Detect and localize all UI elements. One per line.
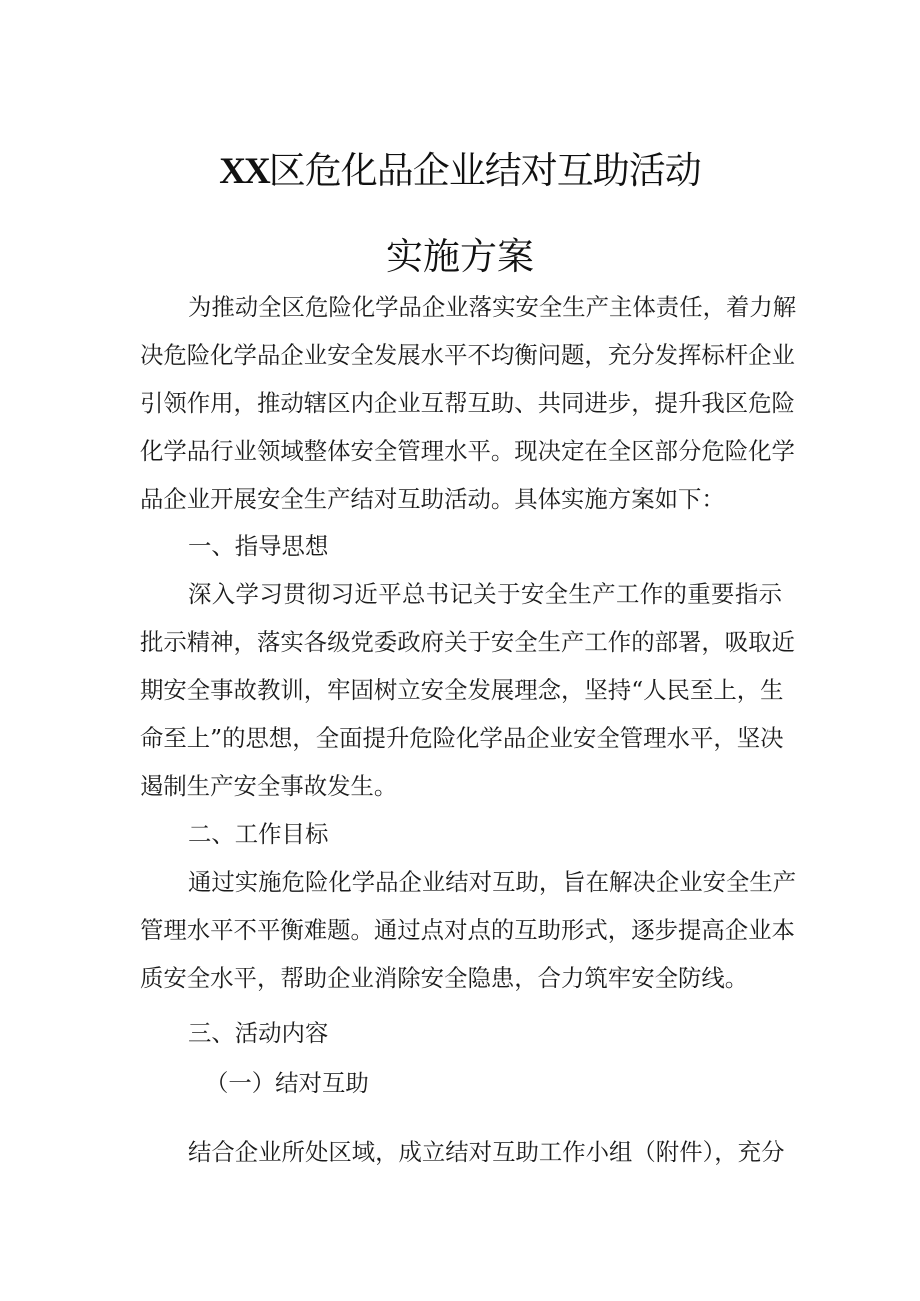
subsection-heading-pairing-assistance: （一）结对互助 <box>205 1069 369 1097</box>
paragraph-intro-line-2: 决危险化学品企业安全发展水平不均衡问题，充分发挥标杆企业 <box>140 341 795 369</box>
paragraph-ideology-line-5: 遏制生产安全事故发生。 <box>140 772 398 800</box>
title-xx-placeholder: XX <box>219 151 269 192</box>
document-title-line-2: 实施方案 <box>386 235 534 278</box>
section-heading-work-goals: 二、工作目标 <box>188 820 329 848</box>
paragraph-pairing-line-1: 结合企业所处区域，成立结对互助工作小组（附件），充分 <box>188 1138 785 1166</box>
section-heading-activity-content: 三、活动内容 <box>188 1019 329 1047</box>
paragraph-intro-line-1: 为推动全区危险化学品企业落实安全生产主体责任，着力解 <box>188 293 797 321</box>
paragraph-ideology-line-2: 批示精神，落实各级党委政府关于安全生产工作的部署，吸取近 <box>140 628 795 656</box>
paragraph-intro-line-3: 引领作用，推动辖区内企业互帮互助、共同进步，提升我区危险 <box>140 389 795 417</box>
document-title-line-1 <box>0 140 920 194</box>
paragraph-goals-line-2: 管理水平不平衡难题。通过点对点的互助形式，逐步提高企业本 <box>140 916 795 944</box>
paragraph-intro-line-5: 品企业开展安全生产结对互助活动。具体实施方案如下： <box>140 485 725 513</box>
title-main-text: 区危化品企业结对互助活动 <box>268 149 701 192</box>
paragraph-ideology-line-3: 期安全事故教训，牢固树立安全发展理念，坚持“人民至上，生 <box>140 676 784 704</box>
paragraph-ideology-line-1: 深入学习贯彻习近平总书记关于安全生产工作的重要指示 <box>188 580 782 608</box>
paragraph-ideology-line-4: 命至上”的思想，全面提升危险化学品企业安全管理水平，坚决 <box>140 724 784 752</box>
paragraph-intro-line-4: 化学品行业领域整体安全管理水平。现决定在全区部分危险化学 <box>140 437 795 465</box>
section-heading-guiding-ideology: 一、指导思想 <box>188 532 329 560</box>
paragraph-goals-line-1: 通过实施危险化学品企业结对互助，旨在解决企业安全生产 <box>188 868 797 896</box>
paragraph-goals-line-3: 质安全水平，帮助企业消除安全隐患，合力筑牢安全防线。 <box>140 964 749 992</box>
